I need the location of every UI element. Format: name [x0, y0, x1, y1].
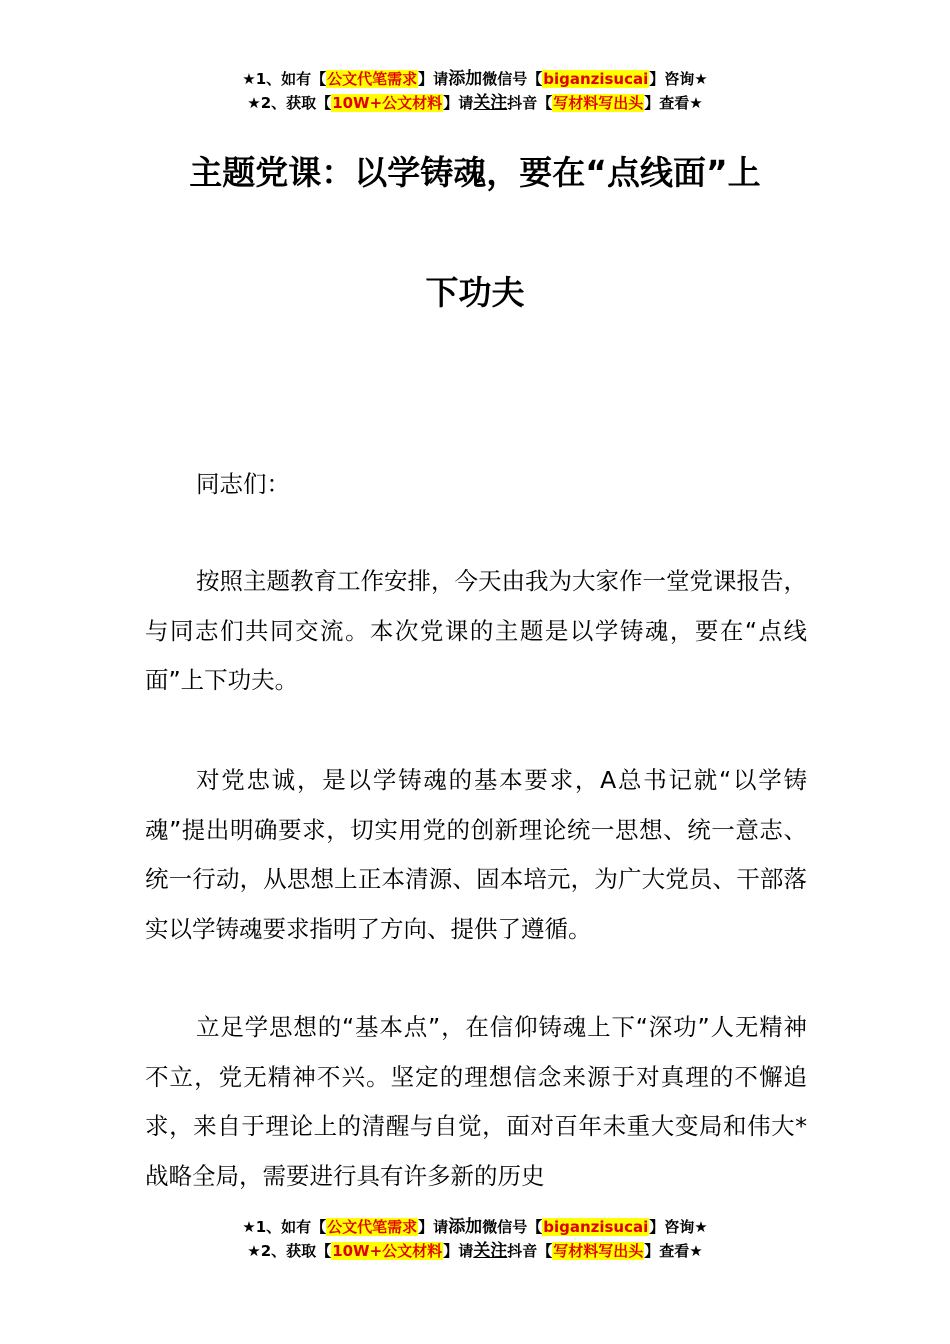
banner-highlight: biganzisucai	[543, 70, 649, 88]
banner-text: 】咨询★	[649, 1218, 708, 1236]
banner-emphasis: 关注	[473, 1241, 508, 1261]
banner-text: ★2、获取【	[247, 1242, 332, 1260]
banner-line-2	[0, 92, 950, 116]
paragraph-3: 立足学思想的“基本点”，在信仰铸魂上下“深功”人无精神不立，党无精神不兴。坚定的理想信念来源于对真理的不懈追求，来自于理论上的清醒与自觉，面对百年未重大变局和伟大*战略全局，需要进行具有许多新的历史	[145, 1013, 807, 1190]
banner-highlight: 写材料写出头	[553, 94, 644, 112]
banner-text: 抖音【	[507, 94, 553, 112]
banner-line-1	[0, 1216, 950, 1240]
banner-text: 】请	[418, 70, 449, 88]
title-line-2: 下功夫	[425, 273, 525, 312]
banner-highlight: biganzisucai	[543, 1218, 649, 1236]
banner-highlight: 写材料写出头	[553, 1242, 644, 1260]
banner-text: 微信号【	[482, 1218, 543, 1236]
banner-text: 抖音【	[507, 1242, 553, 1260]
paragraph-2: 对党忠诚，是以学铸魂的基本要求，A总书记就“以学铸魂”提出明确要求，切实用党的创新理论统一思想、统一意志、统一行动，从思想上正本清源、固本培元，为广大党员、干部落实以学铸魂要求指明了方向、提供了遵循。	[145, 766, 807, 943]
paragraph-1: 按照主题教育工作安排，今天由我为大家作一堂党课报告，与同志们共同交流。本次党课的主题是以学铸魂，要在“点线面”上下功夫。	[145, 567, 807, 694]
banner-text: 微信号【	[482, 70, 543, 88]
salutation: 同志们：	[196, 470, 290, 498]
banner-text: 】请	[443, 1242, 474, 1260]
banner-text: 】请	[418, 1218, 449, 1236]
banner-emphasis: 添加	[448, 69, 483, 89]
banner-text: 】请	[443, 94, 474, 112]
banner-emphasis: 添加	[448, 1217, 483, 1237]
footer-banner	[0, 1216, 950, 1264]
banner-highlight: 10W+公文材料	[332, 94, 443, 112]
header-banner	[0, 68, 950, 116]
banner-highlight: 公文代笔需求	[327, 1218, 418, 1236]
banner-text: ★2、获取【	[247, 94, 332, 112]
banner-line-1	[0, 68, 950, 92]
banner-emphasis: 关注	[473, 93, 508, 113]
banner-text: 】查看★	[644, 1242, 703, 1260]
banner-highlight: 10W+公文材料	[332, 1242, 443, 1260]
banner-line-2	[0, 1240, 950, 1264]
title-line-1: 主题党课：以学铸魂，要在“点线面”上	[189, 153, 761, 192]
banner-text: 】咨询★	[649, 70, 708, 88]
banner-text: ★1、如有【	[242, 70, 327, 88]
banner-text: ★1、如有【	[242, 1218, 327, 1236]
document-title	[120, 145, 830, 321]
banner-highlight: 公文代笔需求	[327, 70, 418, 88]
banner-text: 】查看★	[644, 94, 703, 112]
